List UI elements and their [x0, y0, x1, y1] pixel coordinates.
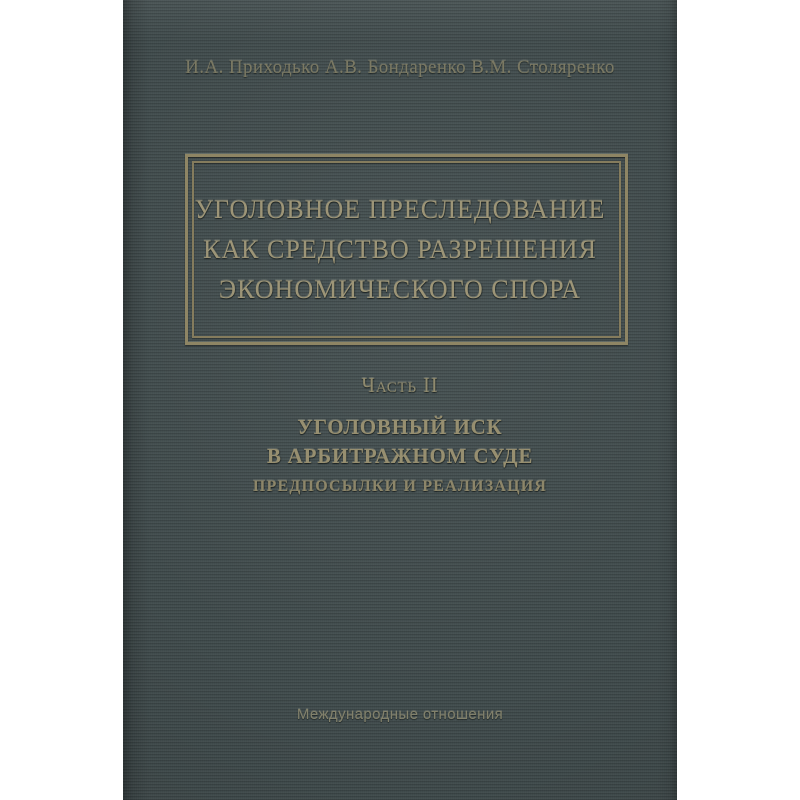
- subsubtitle-line: ПРЕДПОСЫЛКИ И РЕАЛИЗАЦИЯ: [252, 478, 548, 495]
- subtitle-line-1: УГОЛОВНЫЙ ИСК: [297, 415, 503, 439]
- title-line-2: КАК СРЕДСТВО РАЗРЕШЕНИЯ: [203, 235, 597, 264]
- book-subtitle: [123, 413, 677, 471]
- book-front-cover: [123, 0, 677, 800]
- title-line-3: ЭКОНОМИЧЕСКОГО СПОРА: [218, 275, 582, 304]
- subtitle-line-2: В АРБИТРАЖНОМ СУДЕ: [266, 444, 534, 468]
- title-line-1: УГОЛОВНОЕ ПРЕСЛЕДОВАНИЕ: [194, 195, 606, 224]
- publisher-name: Международные отношения: [296, 706, 504, 723]
- part-label: Часть II: [361, 373, 439, 397]
- book-title: [123, 190, 677, 310]
- authors-line: И.А. Приходько А.В. Бондаренко В.М. Столяренко: [185, 57, 615, 78]
